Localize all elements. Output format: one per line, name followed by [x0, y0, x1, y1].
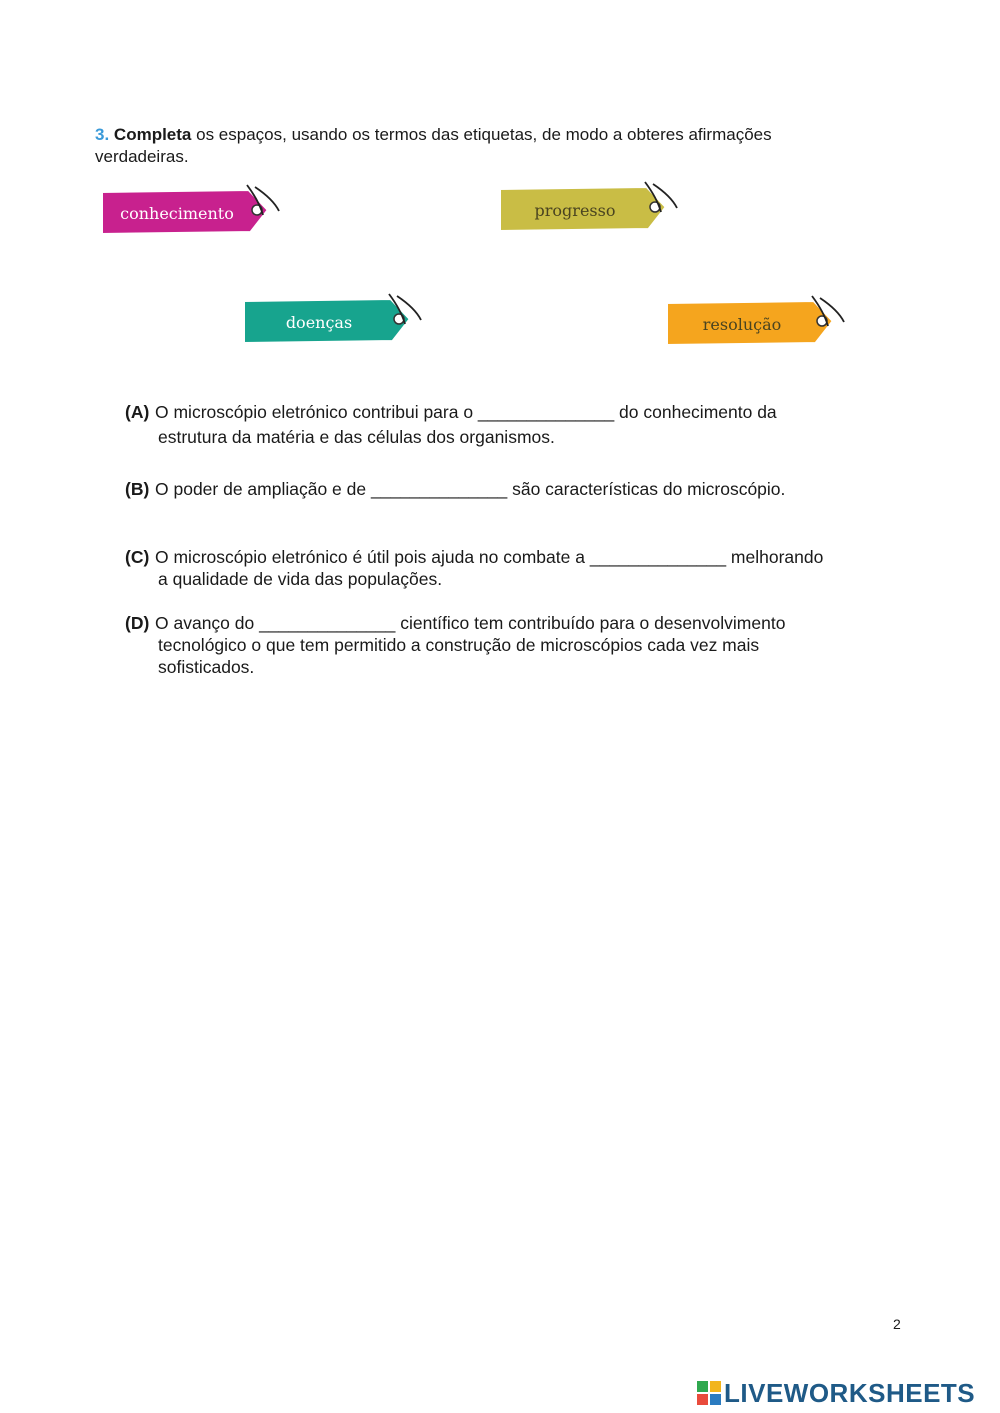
question-text-3: sofisticados. — [158, 657, 255, 677]
tag-progresso[interactable] — [495, 180, 685, 240]
question-letter: (B) — [125, 479, 150, 499]
logo-text: LIVEWORKSHEETS — [724, 1377, 976, 1408]
tag-label: doenças — [285, 312, 353, 332]
question-text: O microscópio eletrónico é útil pois ajuda no combate a ______________ melhorando — [155, 547, 824, 567]
liveworksheets-icon — [697, 1381, 721, 1405]
question-a — [125, 401, 905, 448]
question-text-2: a qualidade de vida das populações. — [158, 569, 443, 589]
question-text: O microscópio eletrónico contribui para o ______________ do conhecimento da — [155, 402, 777, 422]
page-number: 2 — [893, 1316, 901, 1332]
instruction-bold: Completa — [113, 125, 192, 144]
liveworksheets-logo — [697, 1376, 975, 1410]
tag-resolucao[interactable] — [662, 294, 852, 354]
tag-label: resolução — [702, 314, 782, 334]
tag-conhecimento[interactable] — [97, 183, 287, 243]
instruction — [95, 124, 855, 168]
question-text: O poder de ampliação e de ______________ são características do microscópio. — [155, 479, 786, 499]
question-b — [125, 478, 905, 500]
question-c — [125, 546, 905, 590]
tag-doencas[interactable] — [239, 292, 429, 352]
question-letter: (A) — [125, 402, 150, 422]
question-number: 3. — [95, 125, 110, 144]
question-text-2: tecnológico o que tem permitido a construção de microscópios cada vez mais — [158, 635, 760, 655]
instruction-text-2: verdadeiras. — [95, 147, 189, 166]
question-letter: (C) — [125, 547, 150, 567]
question-text-2: estrutura da matéria e das células dos organismos. — [158, 427, 555, 447]
question-d — [125, 612, 905, 678]
question-letter: (D) — [125, 613, 150, 633]
tag-label: conhecimento — [120, 203, 234, 223]
instruction-text: os espaços, usando os termos das etiquetas, de modo a obteres afirmações — [196, 125, 772, 144]
tag-label: progresso — [534, 200, 616, 220]
question-text: O avanço do ______________ científico tem contribuído para o desenvolvimento — [155, 613, 786, 633]
